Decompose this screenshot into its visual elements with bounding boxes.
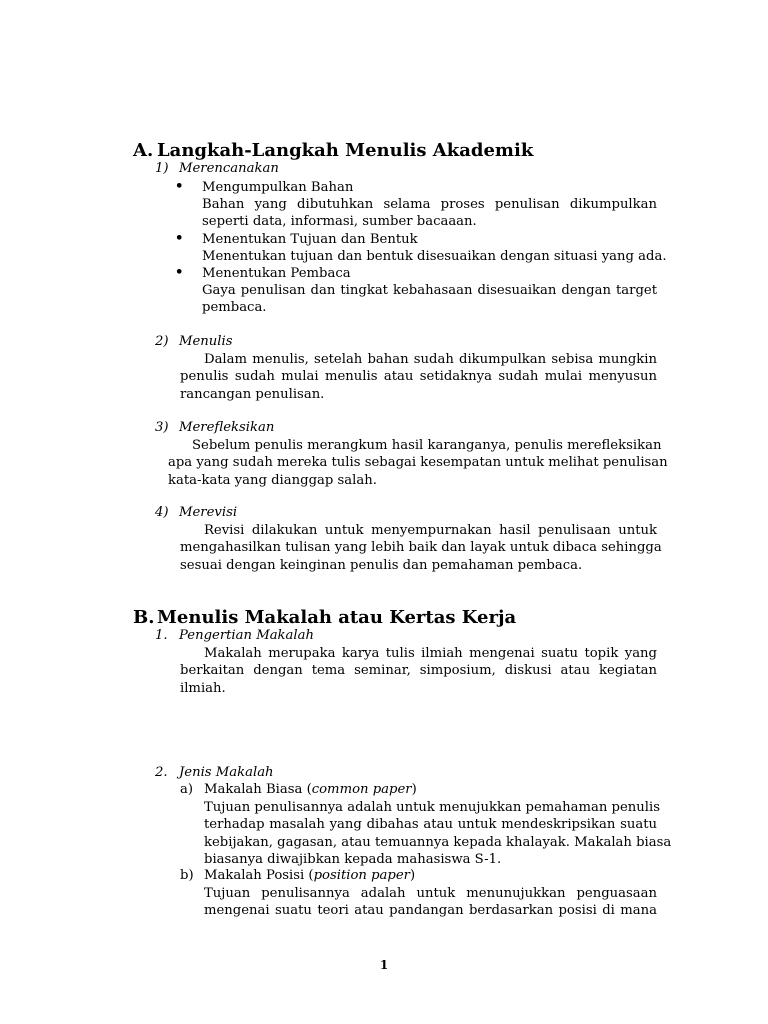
pengertian-heading (155, 628, 314, 643)
body-line: kebijakan, gagasan, atau temuannya kepada khalayak. Makalah biasa (204, 834, 672, 850)
body-line: mengenai suatu teori atau pandangan berdasarkan posisi di mana (204, 903, 657, 919)
body-line: penulis sudah mulai menulis atau setidaknya sudah mulai menyusun (180, 369, 657, 385)
section-b-title: Menulis Makalah atau Kertas Kerja (157, 607, 517, 628)
body-line: terhadap masalah yang dibahas atau untuk mendeskripsikan suatu (204, 817, 657, 833)
step-label: Pengertian Makalah (179, 628, 314, 643)
item-title-emphasis: position paper (313, 868, 410, 883)
step-menulis-heading (155, 334, 233, 349)
body-line: Revisi dilakukan untuk menyempurnakan hasil penulisaan untuk (204, 523, 657, 538)
jenis-heading (155, 765, 274, 780)
item-letter: b) (180, 868, 194, 883)
body-line: Dalam menulis, setelah bahan sudah dikumpulkan sebisa mungkin (204, 352, 657, 367)
body-line: Tujuan penulisannya adalah untuk menujukkan pemahaman penulis (204, 800, 660, 815)
bullet-body (202, 248, 667, 265)
jenis-item-a-body (204, 799, 672, 868)
step-merevisi-heading (155, 505, 237, 520)
body-line: biasanya diwajibkan kepada mahasiswa S-1. (204, 851, 502, 867)
section-a-title: Langkah-Langkah Menulis Akademik (157, 140, 534, 161)
step-label: Menulis (179, 334, 233, 349)
body-line: mengahasilkan tulisan yang lebih baik dan layak untuk dibaca sehingga (180, 540, 662, 556)
body-line: seperti data, informasi, sumber bacaaan. (202, 214, 477, 230)
item-title-text: ) (411, 782, 417, 797)
step-number: 1. (155, 628, 168, 643)
body-line: ilmiah. (180, 680, 226, 696)
body-line: Makalah merupaka karya tulis ilmiah mengenai suatu topik yang (204, 646, 657, 661)
body-line: berkaitan dengan tema seminar, simposium, diskusi atau kegiatan (180, 663, 657, 679)
step-number: 2. (155, 765, 168, 780)
step-number: 3) (155, 420, 169, 435)
bullet-icon: • (175, 231, 184, 246)
bullet-title: Menentukan Pembaca (202, 266, 351, 281)
bullet-body (202, 282, 657, 317)
item-title-emphasis: common paper (311, 782, 412, 797)
body-line: kata-kata yang dianggap salah. (168, 472, 377, 488)
body-line: Tujuan penulisannya adalah untuk menunujukkan penguasaan (204, 886, 657, 901)
body-line: Gaya penulisan dan tingkat kebahasaan disesuaikan dengan target (202, 283, 657, 298)
item-title-text: Makalah Biasa ( (204, 782, 312, 797)
bullet-title: Menentukan Tujuan dan Bentuk (202, 232, 418, 247)
body-line: Menentukan tujuan dan bentuk disesuaikan dengan situasi yang ada. (202, 249, 667, 264)
bullet-title: Mengumpulkan Bahan (202, 180, 354, 195)
step-number: 2) (155, 334, 169, 349)
step-number: 1) (155, 161, 169, 176)
step-merefleksikan-heading (155, 420, 274, 435)
item-title-text: Makalah Posisi ( (204, 868, 314, 883)
page-number: 1 (379, 958, 389, 972)
pengertian-body (180, 645, 657, 697)
section-b-heading (133, 607, 516, 628)
item-title-text: ) (409, 868, 416, 883)
item-letter: a) (180, 782, 194, 797)
body-line: Bahan yang dibutuhkan selama proses penulisan dikumpulkan (202, 197, 657, 212)
jenis-item-b-title (180, 868, 415, 883)
body-line: sesuai dengan keinginan penulis dan pemahaman pembaca. (180, 557, 583, 573)
section-a-heading (133, 140, 533, 161)
step-merencanakan-heading (155, 161, 279, 176)
step-number: 4) (155, 505, 169, 520)
section-b-letter: B. (133, 607, 155, 628)
bullet-body (202, 196, 657, 231)
jenis-item-a-title (180, 782, 417, 797)
step-label: Merefleksikan (179, 420, 275, 435)
body-line: pembaca. (202, 300, 267, 316)
step-merefleksikan-body (168, 437, 668, 489)
body-line: Sebelum penulis merangkum hasil karanganya, penulis merefleksikan (192, 438, 662, 453)
step-merevisi-body (180, 522, 662, 574)
step-label: Merevisi (179, 505, 238, 520)
jenis-item-b-body (204, 885, 657, 920)
step-label: Jenis Makalah (179, 765, 274, 780)
section-a-letter: A. (133, 140, 154, 161)
step-menulis-body (180, 351, 657, 403)
bullet-icon: • (175, 179, 184, 194)
step-label: Merencanakan (179, 161, 279, 176)
body-line: rancangan penulisan. (180, 386, 325, 402)
body-line: apa yang sudah mereka tulis sebagai kesempatan untuk melihat penulisan (168, 455, 668, 471)
bullet-icon: • (175, 265, 184, 280)
